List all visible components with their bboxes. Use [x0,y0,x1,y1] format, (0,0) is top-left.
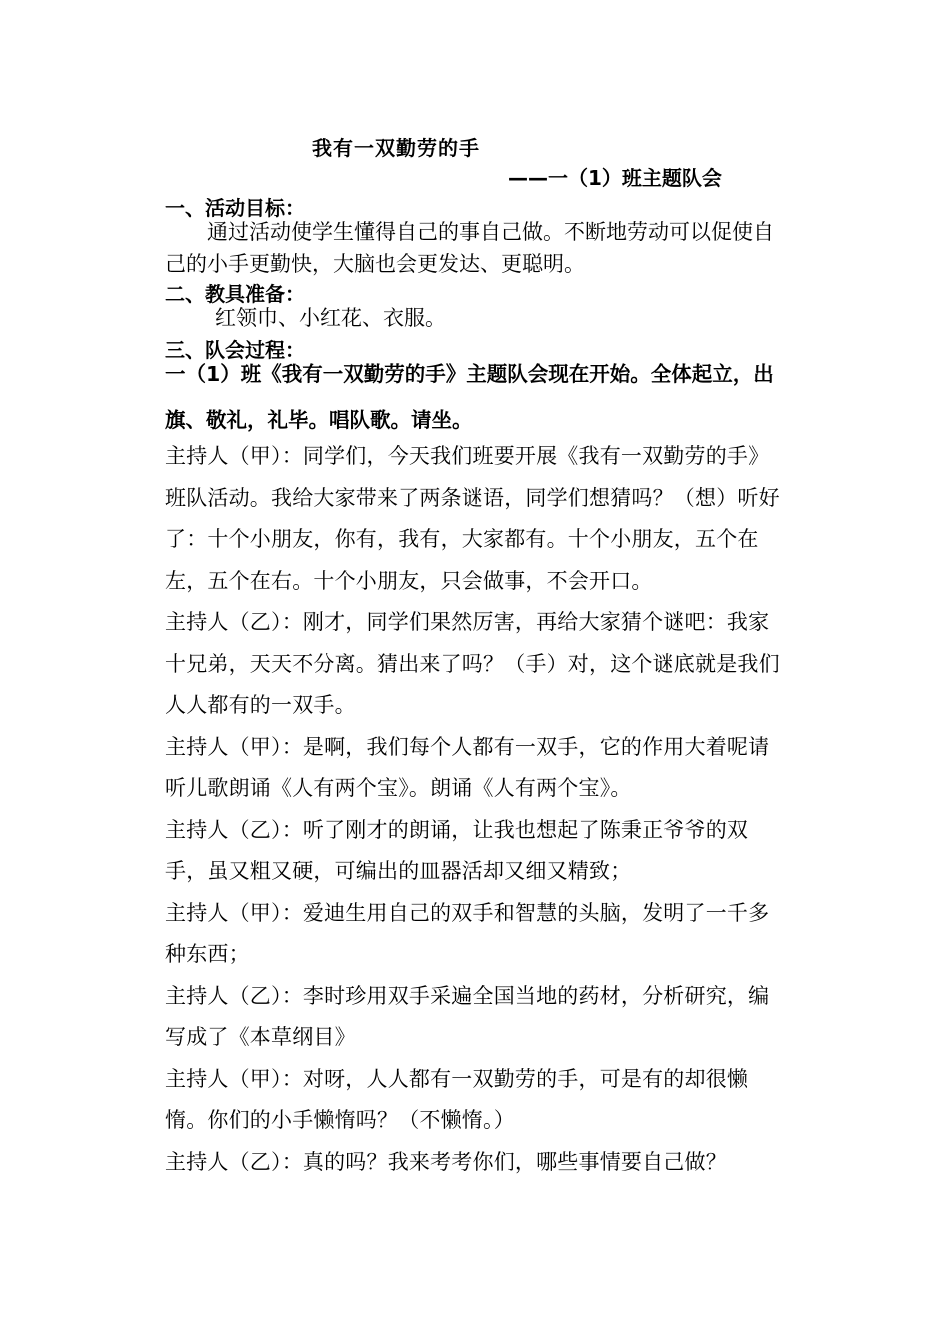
tools-heading: 二、教具准备： [165,282,305,306]
dialogue-paragraph: 主持人（乙）：李时珍用双手采遍全国当地的药材，分析研究，编写成了《本草纲目》 [165,983,770,1049]
tools-text: 红领巾、小红花、衣服。 [215,306,446,330]
dialogue-paragraph: 主持人（乙）：刚才，同学们果然厉害，再给大家猜个谜吧：我家十兄弟，天天不分离。猜出来了吗？（手）对，这个谜底就是我们人人都有的一双手。 [165,610,780,717]
process-heading: 三、队会过程： [165,338,305,362]
dialogue-paragraph: 主持人（甲）：同学们，今天我们班要开展《我有一双勤劳的手》班队活动。我给大家带来了两条谜语，同学们想猜吗？（想）听好了：十个小朋友，你有，我有，大家都有。十个小朋友，五个在左，五个在右。十个小朋友，只会做事，不会开口。 [165,444,780,593]
opening-text: 一（1）班《我有一双勤劳的手》主题队会现在开始。全体起立，出旗、敬礼，礼毕。唱队歌。请坐。 [165,362,774,432]
dialogue-paragraph: 主持人（乙）：真的吗？我来考考你们，哪些事情要自己做？ [165,1149,727,1174]
dialogue-paragraph: 主持人（乙）：听了刚才的朗诵，让我也想起了陈秉正爷爷的双手，虽又粗又硬，可编出的皿器活却又细又精致； [165,817,749,883]
dialogue-paragraph: 主持人（甲）：是啊，我们每个人都有一双手，它的作用大着呢请听儿歌朗诵《人有两个宝》。朗诵《人有两个宝》。 [165,734,770,800]
document-title: 我有一双勤劳的手 [312,136,480,160]
goal-text: 通过活动使学生懂得自己的事自己做。不断地劳动可以促使自己的小手更勤快，大脑也会更发达、更聪明。 [165,220,774,276]
dialogue-paragraph: 主持人（甲）：对呀，人人都有一双勤劳的手，可是有的却很懒惰。你们的小手懒惰吗？（不懒惰。） [165,1066,749,1132]
goal-heading: 一、活动目标： [165,196,305,220]
dialogue-body [165,436,790,1183]
dialogue-paragraph: 主持人（甲）：爱迪生用自己的双手和智慧的头脑，发明了一千多种东西； [165,900,770,966]
document-subtitle: ——一（1）班主题队会 [508,166,722,190]
